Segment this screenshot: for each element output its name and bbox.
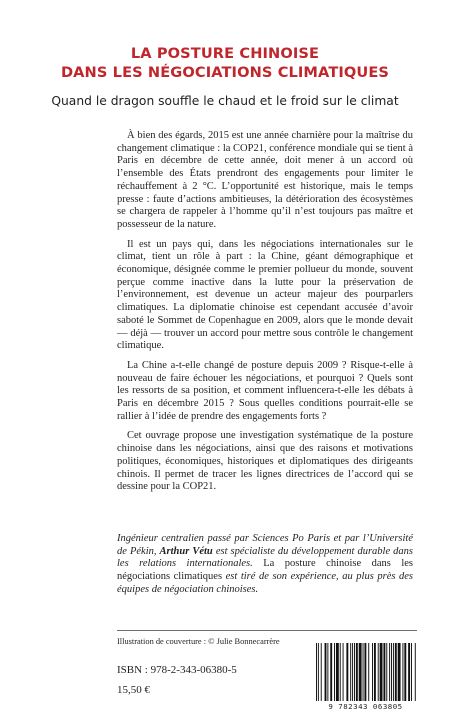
- barcode-bars: [316, 643, 416, 701]
- bio-text-2: est spécialiste du développement durable dans les relations internationales.: [117, 545, 413, 570]
- bio-book-title: La posture chinoise dans les négociations climatiques: [117, 558, 413, 583]
- barcode: [307, 643, 424, 713]
- book-subtitle: Quand le dragon souffle le chaud et le froid sur le climat: [51, 94, 399, 108]
- author-bio-paragraph: [117, 533, 413, 597]
- blurb-paragraph-2: Il est un pays qui, dans les négociations internationales sur le climat, tient un rôle à part : la Chine, géant démographique et économique, désignée comme le premier pollueur du monde, souvent perçue comme inactive dans la lutte pour la préservation de l’environnement, est devenue un acteur majeur des pourparlers climatiques. La diplomatie chinoise est cependant accusée d’avoir saboté le Sommet de Copenhague en 2009, alors que le monde devait — déjà — trouver un accord pour mettre sous contrôle le changement climatique.: [117, 238, 413, 352]
- book-title-line-1: LA POSTURE CHINOISE: [130, 45, 320, 62]
- blurb: [117, 130, 413, 501]
- book-title-line-2: DANS LES NÉGOCIATIONS CLIMATIQUES: [60, 64, 390, 81]
- author-name: Arthur Vétu: [159, 545, 213, 557]
- blurb-paragraph-4: Cet ouvrage propose une investigation systématique de la posture chinoise dans les négociations, ainsi que des raisons et motivations politiques, économiques, historiques et diplomatiques des dirigeants chinois. Il permet de tracer les lignes directrices de l’accord qui se dessine pour la COP21.: [117, 430, 413, 493]
- author-bio: [117, 533, 413, 597]
- price: 15,50 €: [117, 684, 150, 696]
- blurb-paragraph-1: À bien des égards, 2015 est une année charnière pour la maîtrise du changement climatique : la COP21, conférence mondiale qui se tient à Paris en décembre de cette année, doit mener à un accord où l’ensemble des États prendront des engagements pour limiter le réchauffement à 2 °C. L’opportunité est historique, mais le temps presse : faute d’actions ambitieuses, la détérioration des écosystèmes se chargera de rappeler à l’homme qu’il n’est toujours pas maître et possesseur de la nature.: [117, 130, 413, 230]
- bio-text-1: Ingénieur centralien passé par Sciences Po Paris et par l’Université de Pékin,: [117, 533, 413, 557]
- barcode-digits: 9 782343 063805: [328, 702, 403, 711]
- bio-text-3: est tiré de son expérience, au plus près des équipes de négociation chinoises.: [117, 571, 413, 595]
- blurb-paragraph-3: La Chine a-t-elle changé de posture depuis 2009 ? Risque-t-elle à nouveau de faire échouer les négociations, et pourquoi ? Quels sont les ressorts de sa position, et comment influencera-t-elle les débats à Paris en décembre 2015 ? Sous quelles conditions pourrait-elle se rallier à l’idée de prendre des engagements forts ?: [117, 359, 413, 422]
- divider: [117, 630, 417, 631]
- illustration-credit: Illustration de couverture : © Julie Bonnecarrère: [117, 637, 280, 646]
- book-title: [0, 44, 450, 82]
- isbn: ISBN : 978-2-343-06380-5: [117, 664, 237, 676]
